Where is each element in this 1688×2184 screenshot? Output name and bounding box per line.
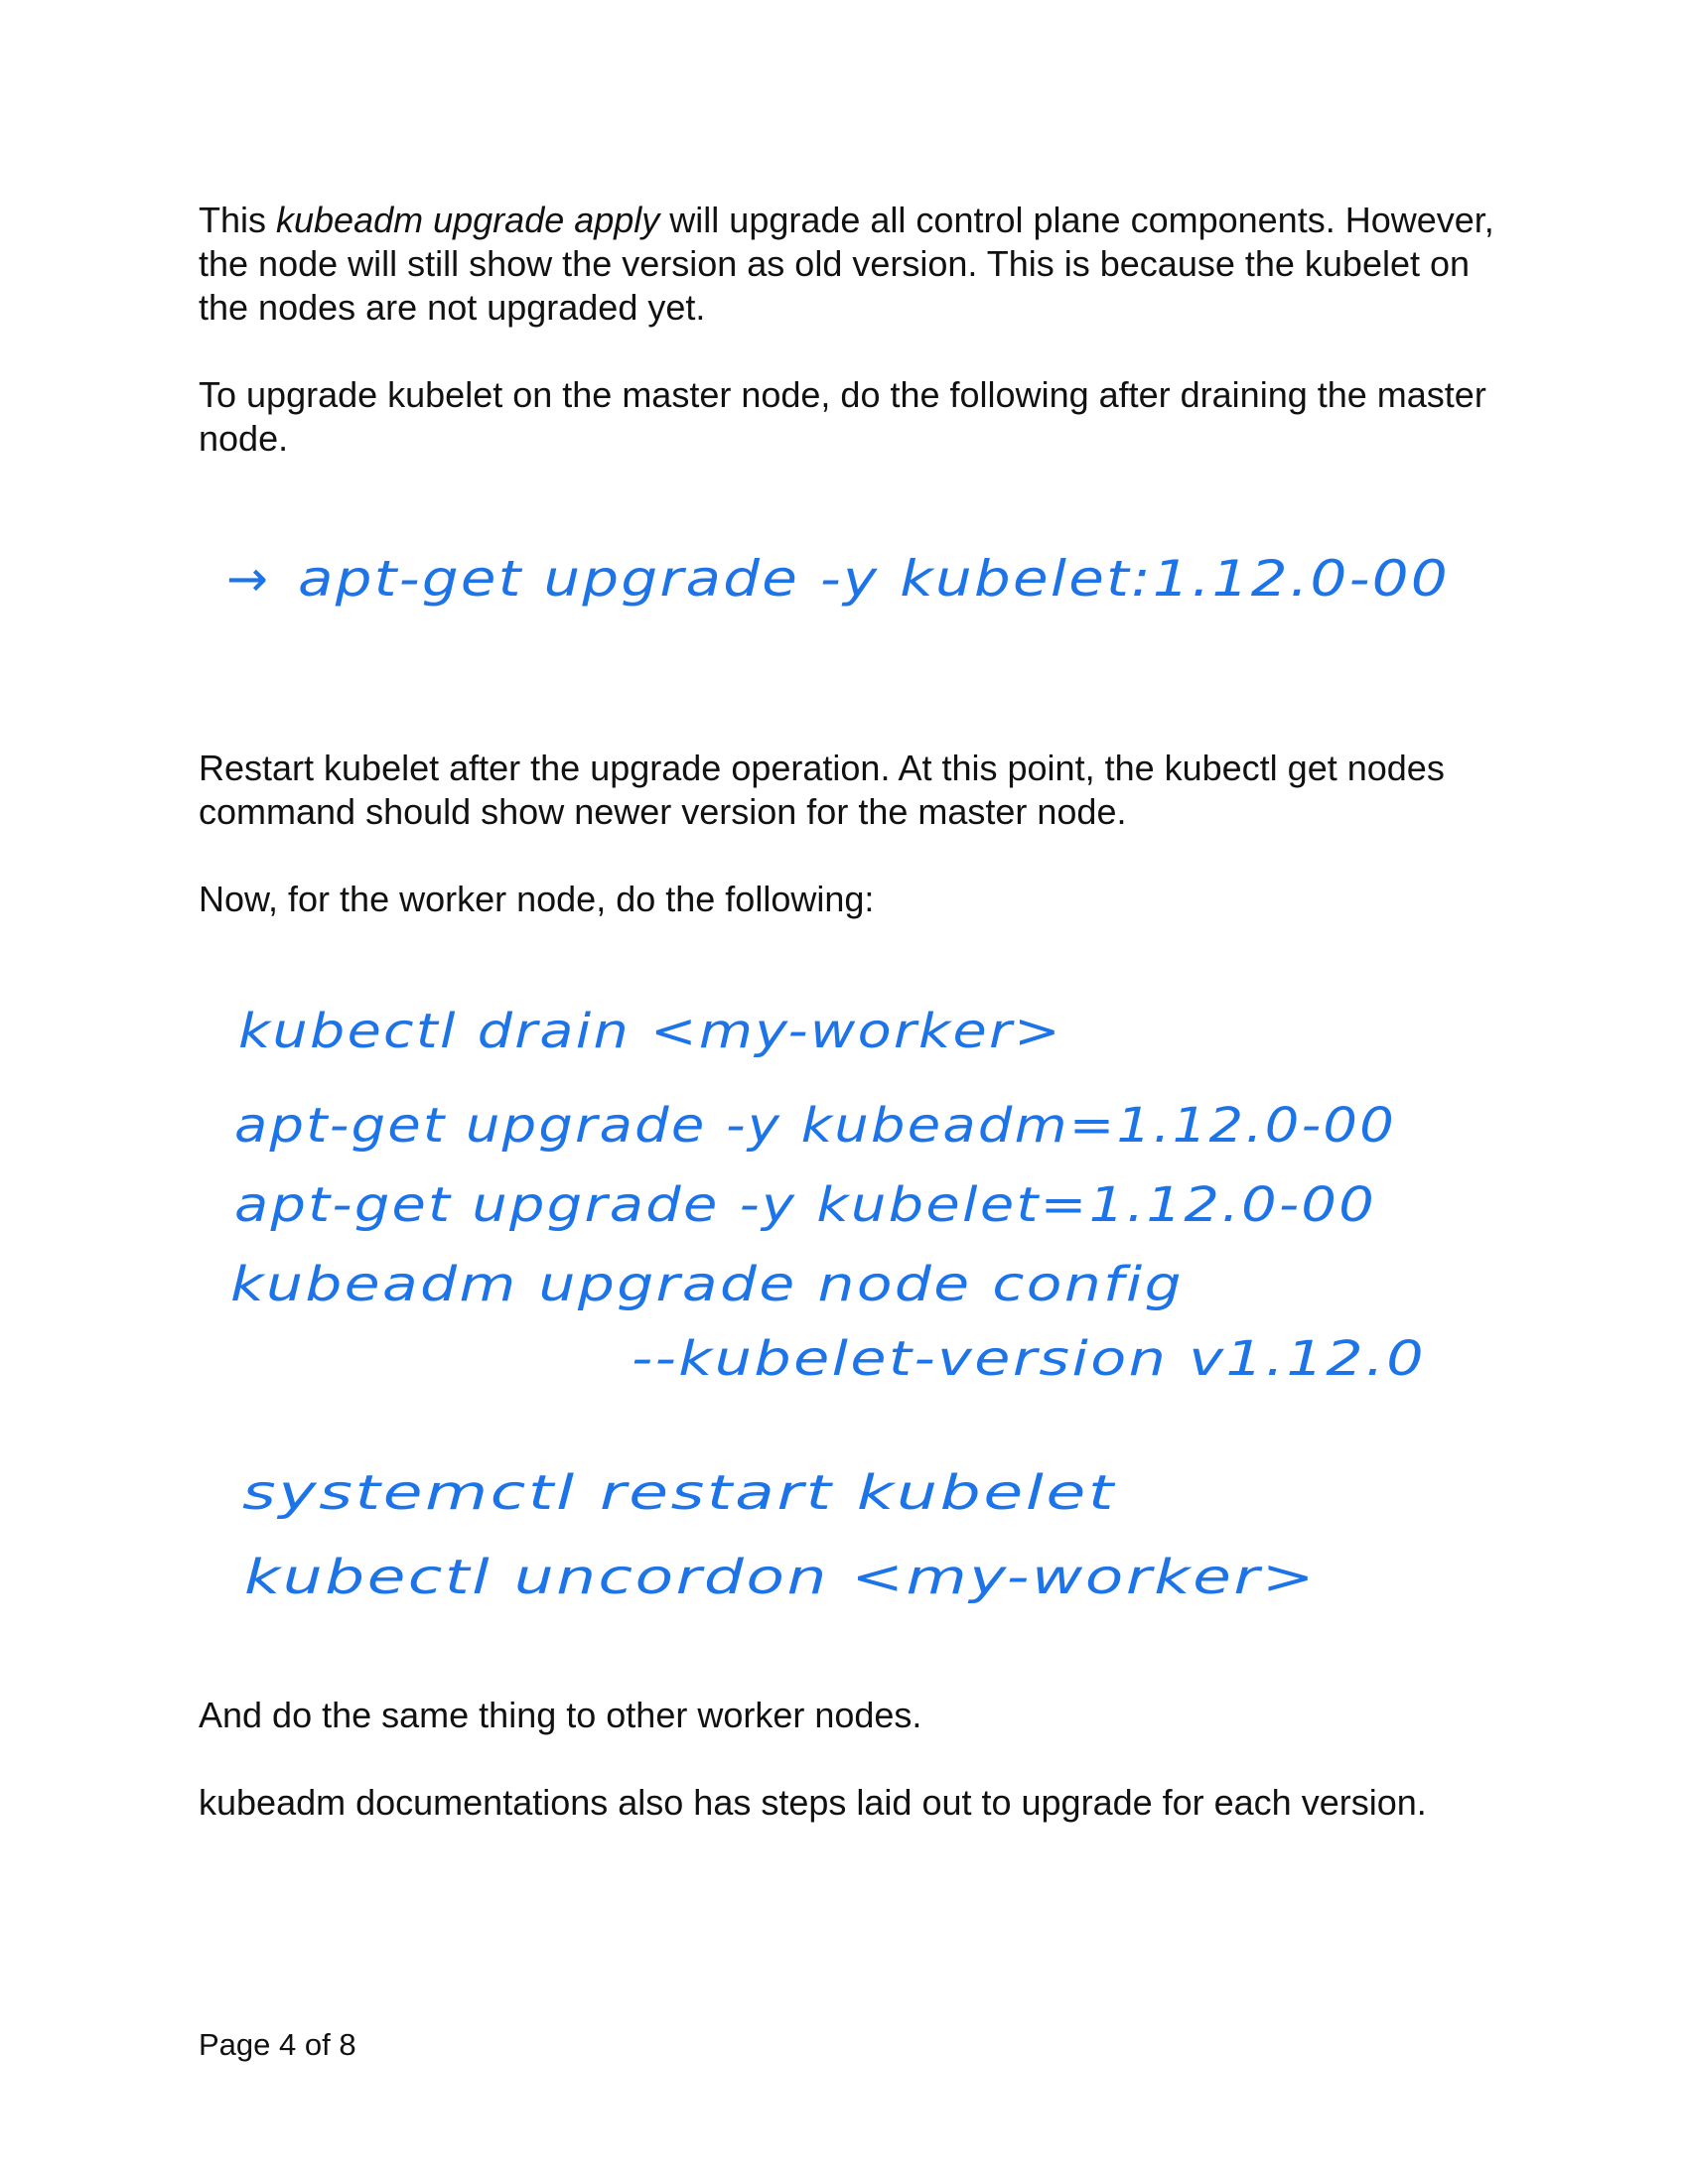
restart-kubelet-paragraph: Restart kubelet after the upgrade operation. At this point, the kubectl get nodes command should show newer version for the master node. — [199, 748, 1445, 832]
master-upgrade-paragraph: To upgrade kubelet on the master node, do the following after draining the master node. — [199, 374, 1486, 459]
intro-prefix: This — [199, 200, 277, 240]
handwritten-apt-get-kubeadm: apt-get upgrade -y kubeadm=1.12.0-00 — [234, 1098, 1396, 1154]
handwritten-kubectl-uncordon: kubectl uncordon <my-worker> — [244, 1550, 1317, 1605]
other-workers-paragraph: And do the same thing to other worker nodes. — [199, 1695, 922, 1735]
handwritten-kubectl-drain: kubectl drain <my-worker> — [238, 1004, 1062, 1059]
documentation-paragraph: kubeadm documentations also has steps laid out to upgrade for each version. — [199, 1782, 1427, 1823]
worker-node-paragraph: Now, for the worker node, do the following: — [199, 879, 875, 919]
handwritten-master-command: apt-get upgrade -y kubelet:1.12.0-00 — [298, 550, 1450, 608]
handwritten-apt-get-kubelet: apt-get upgrade -y kubelet=1.12.0-00 — [234, 1177, 1376, 1233]
handwritten-systemctl-restart: systemctl restart kubelet — [242, 1465, 1117, 1521]
page-number: Page 4 of 8 — [199, 2027, 356, 2062]
handwritten-arrow: → — [226, 550, 270, 608]
handwritten-kubelet-version-flag: --kubelet-version v1.12.0 — [632, 1331, 1426, 1387]
handwritten-kubeadm-upgrade-node-config: kubeadm upgrade node config — [230, 1257, 1184, 1312]
intro-paragraph — [199, 199, 1529, 330]
intro-suffix: will upgrade all control plane components. However, the node will still show the version as old version. This is because the kubelet on the nodes are not upgraded yet. — [199, 200, 1494, 328]
kubeadm-upgrade-apply-emphasis: kubeadm upgrade apply — [276, 200, 660, 240]
